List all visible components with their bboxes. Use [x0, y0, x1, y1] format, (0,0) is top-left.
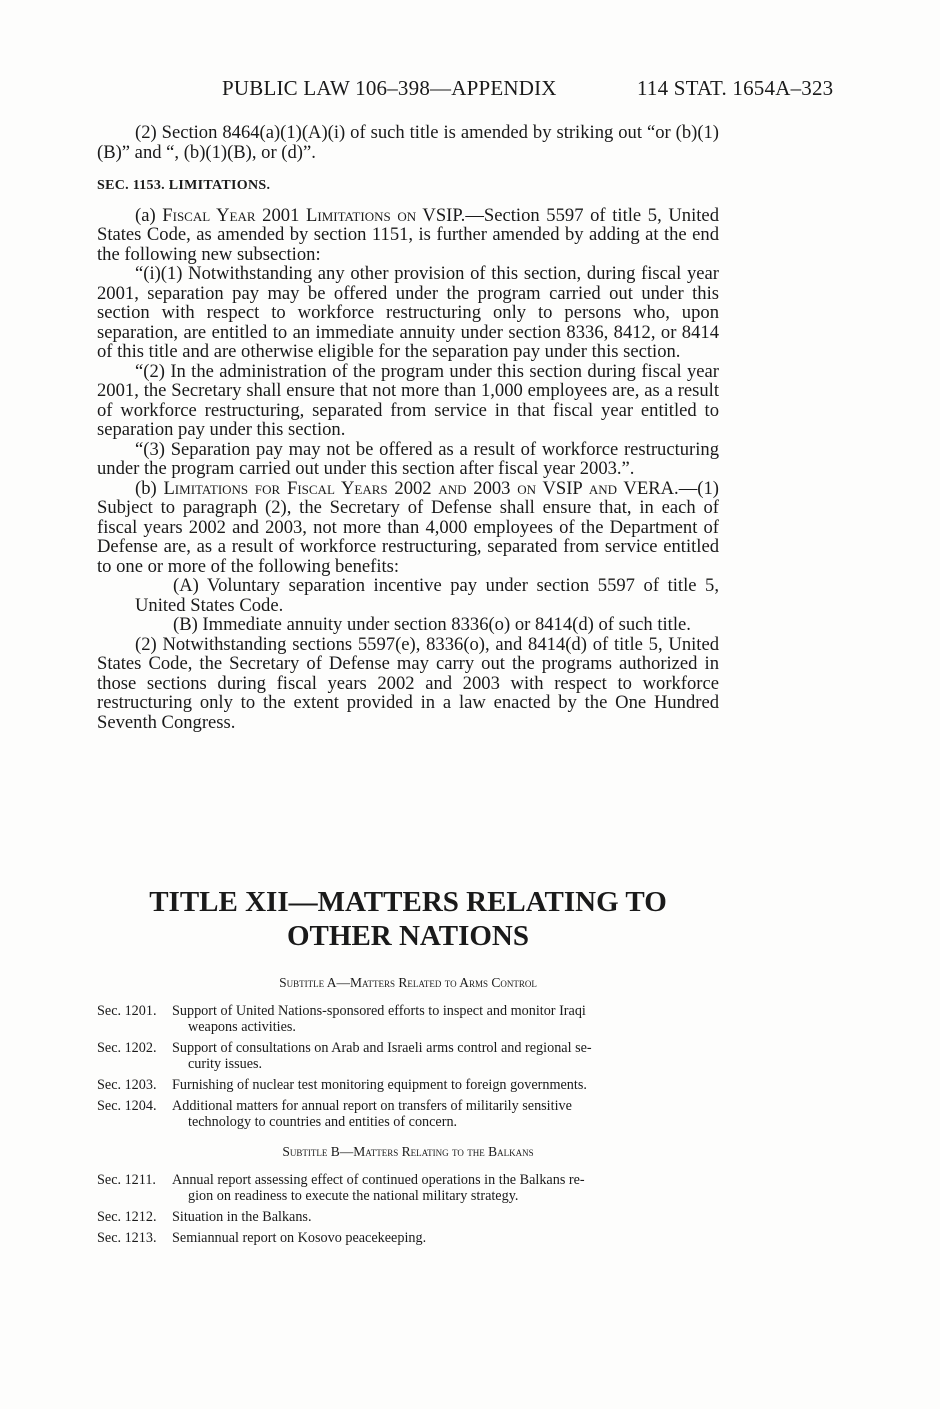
subsection-a-label: (a): [135, 204, 163, 226]
toc-entry-number: Sec. 1211.: [97, 1172, 156, 1188]
toc-entry-title: [172, 1003, 719, 1035]
toc-entry: [97, 1077, 719, 1093]
toc-entry: [97, 1172, 719, 1204]
title-line-1: TITLE XII—MATTERS RELATING TO: [149, 886, 667, 918]
toc-entry-title-line-1: Semiannual report on Kosovo peacekeeping.: [172, 1230, 427, 1246]
subparagraph-b-B-text: (B) Immediate annuity under section 8336(o) or 8414(d) of such title.: [173, 614, 691, 635]
toc-entry-title-line-1: Furnishing of nuclear test monitoring equipment to foreign governments.: [172, 1077, 587, 1093]
table-of-contents: [97, 975, 719, 1251]
toc-entry-number: Sec. 1203.: [97, 1077, 157, 1093]
toc-entry-title-line-1: Support of United Nations-sponsored efforts to inspect and monitor Iraqi: [172, 1003, 586, 1019]
document-body: [97, 123, 719, 732]
quoted-paragraph-i3: “(3) Separation pay may not be offered as a result of workforce restructuring under the program carried out under this section after fiscal year 2003.”.: [97, 438, 719, 479]
subparagraph-b-A: [97, 576, 719, 615]
toc-entry-number: Sec. 1213.: [97, 1230, 157, 1246]
subparagraph-b-B: [97, 615, 719, 635]
toc-entry-number: Sec. 1212.: [97, 1209, 157, 1225]
toc-entry-title-line-2: technology to countries and entities of concern.: [188, 1114, 458, 1130]
toc-entry-title-line-2: gion on readiness to execute the national military strategy.: [188, 1188, 519, 1204]
title-heading: [97, 885, 719, 953]
toc-entry-number: Sec. 1201.: [97, 1003, 157, 1019]
subtitle-a-entries: [97, 1003, 719, 1130]
subsection-a-caption: Fiscal Year 2001 Limitations on VSIP.: [162, 204, 466, 226]
subsection-b-label: (b): [135, 477, 164, 499]
toc-entry-title-line-2: curity issues.: [188, 1056, 263, 1072]
running-header-title: PUBLIC LAW 106–398—APPENDIX: [222, 76, 557, 100]
toc-entry: [97, 1040, 719, 1072]
subsection-b: [97, 479, 719, 577]
toc-entry-title: [172, 1077, 719, 1093]
subsection-b-caption: Limitations for Fiscal Years 2002 and 2003 on VSIP and VERA.: [163, 477, 679, 499]
quoted-paragraph-i2: “(2) In the administration of the program under this section during fiscal year 2001, the Secretary shall ensure that not more than 1,000 employees are, as a result of workforce restructuring, separated from service in that fiscal year entitled to separation pay under this section.: [97, 360, 719, 440]
subsection-a-text: —Section 5597 of title 5, United States Code, as amended by section 1151, is further amended by adding at the end the following new subsection:: [97, 204, 719, 265]
toc-entry-title: [172, 1209, 719, 1225]
subsection-a: [97, 206, 719, 265]
toc-entry-number: Sec. 1204.: [97, 1098, 157, 1114]
subtitle-a-heading: Subtitle A—Matters Related to Arms Control: [279, 975, 537, 990]
toc-entry-title: [172, 1040, 719, 1072]
quoted-paragraph-i1: “(i)(1) Notwithstanding any other provision of this section, during fiscal year 2001, separation pay may be offered under the program carried out under this section with respect to workforce restructuring only to persons who, upon separation, are entitled to an immediate annuity under section 8336, 8412, or 8414 of this title and are otherwise eligible for the separation pay under this section.: [97, 263, 719, 362]
toc-entry-title: [172, 1230, 719, 1246]
subtitle-b-entries: [97, 1172, 719, 1246]
toc-entry: [97, 1230, 719, 1246]
section-heading: SEC. 1153. LIMITATIONS.: [97, 178, 271, 193]
subtitle-b-heading: Subtitle B—Matters Relating to the Balkans: [282, 1144, 534, 1159]
subparagraph-b-A-text: (A) Voluntary separation incentive pay under section 5597 of title 5, United States Code.: [135, 575, 719, 616]
toc-entry-title: [172, 1172, 719, 1204]
toc-entry: [97, 1209, 719, 1225]
toc-entry-title-line-1: Annual report assessing effect of continued operations in the Balkans re-: [172, 1172, 585, 1188]
paragraph-section-8464-amendment: (2) Section 8464(a)(1)(A)(i) of such title is amended by striking out “or (b)(1)(B)” and “, (b)(1)(B), or (d)”.: [97, 122, 719, 163]
toc-entry: [97, 1098, 719, 1130]
subsection-b-text: —(1) Subject to paragraph (2), the Secretary of Defense shall ensure that, in each of fiscal years 2002 and 2003, not more than 4,000 employees of the Department of Defense are, as a result of workforce restructuring, separated from service entitled to one or more of the following benefits:: [97, 477, 719, 577]
toc-entry-title-line-1: Support of consultations on Arab and Israeli arms control and regional se-: [172, 1040, 592, 1056]
toc-entry: [97, 1003, 719, 1035]
toc-entry-title-line-1: Additional matters for annual report on transfers of militarily sensitive: [172, 1098, 572, 1114]
toc-entry-title-line-2: weapons activities.: [188, 1019, 296, 1035]
running-header-page-number: 114 STAT. 1654A–323: [637, 76, 834, 100]
toc-entry-title-line-1: Situation in the Balkans.: [172, 1209, 312, 1225]
toc-entry-number: Sec. 1202.: [97, 1040, 157, 1056]
toc-entry-title: [172, 1098, 719, 1130]
paragraph-b-2: (2) Notwithstanding sections 5597(e), 8336(o), and 8414(d) of title 5, United States Code, the Secretary of Defense may carry out the programs authorized in those sections during fiscal years 2002 and 2003 with respect to workforce restructuring only to the extent provided in a law enacted by the One Hundred Seventh Congress.: [97, 633, 719, 733]
title-line-2: OTHER NATIONS: [287, 920, 529, 952]
